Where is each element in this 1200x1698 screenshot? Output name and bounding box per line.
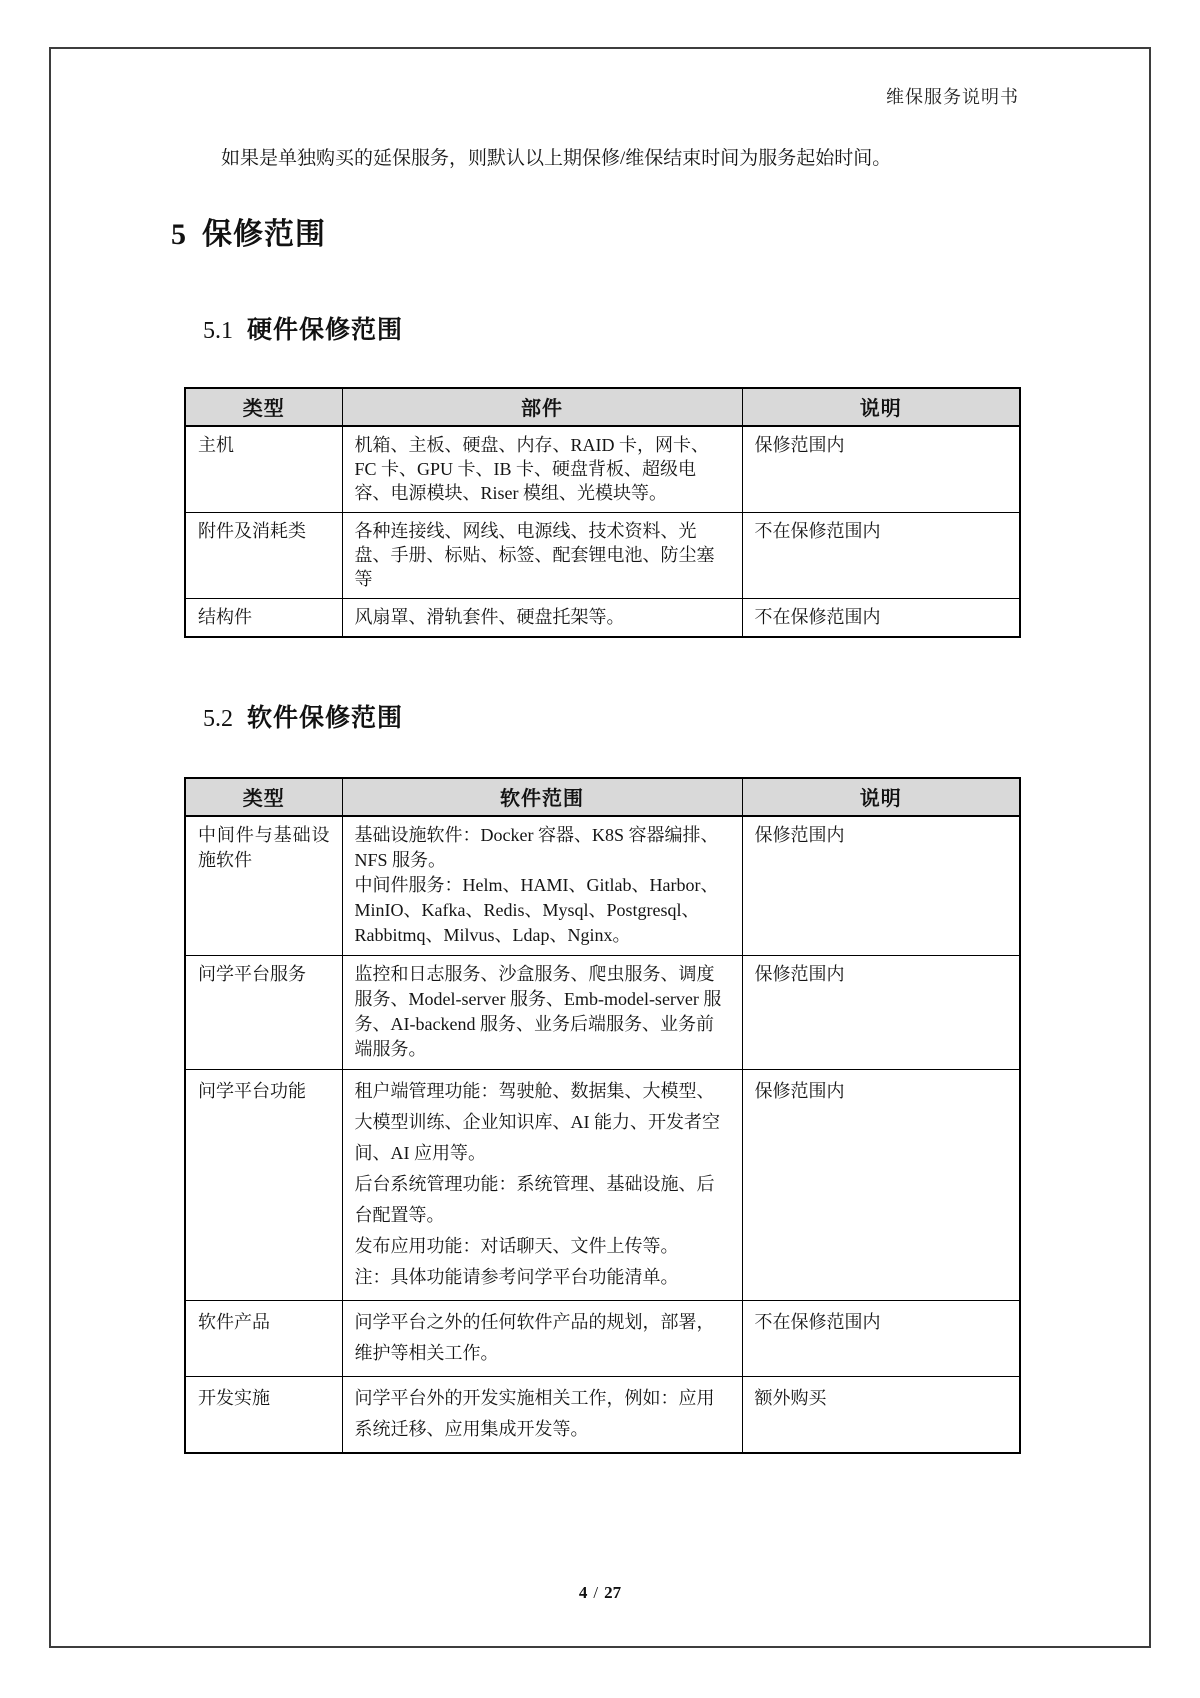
hardware-table-body: [185, 426, 1020, 637]
content-paragraph: 机箱、主板、硬盘、内存、RAID 卡，网卡、FC 卡、GPU 卡、IB 卡、硬盘背板、超级电容、电源模块、Riser 模组、光模块等。: [354, 435, 709, 503]
hardware-header-parts: 部件: [342, 388, 742, 426]
content-paragraph: 各种连接线、网线、电源线、技术资料、光盘、手册、标贴、标签、配套锂电池、防尘塞等: [354, 521, 715, 589]
table-row: [185, 599, 1020, 638]
section-5-2-heading: [203, 701, 403, 736]
page-number: [51, 1583, 1149, 1603]
intro-paragraph: 如果是单独购买的延保服务，则默认以上期保修/维保结束时间为服务起始时间。: [221, 148, 892, 169]
type-cell: 开发实施: [185, 1377, 342, 1454]
content-paragraph: 租户端管理功能：驾驶舱、数据集、大模型、大模型训练、企业知识库、AI 能力、开发者空间、AI 应用等。: [354, 1081, 720, 1163]
type-cell: 问学平台服务: [185, 956, 342, 1070]
note-cell: 不在保修范围内: [742, 1301, 1020, 1377]
content-cell: [342, 513, 742, 599]
hardware-table-header-row: [185, 388, 1020, 426]
section-5-2-number: 5.2: [203, 706, 233, 732]
page-number-separator: /: [593, 1583, 599, 1602]
type-cell: 附件及消耗类: [185, 513, 342, 599]
content-cell: [342, 599, 742, 638]
note-cell: 额外购买: [742, 1377, 1020, 1454]
software-warranty-table: [184, 777, 1021, 1454]
hardware-header-note: 说明: [742, 388, 1020, 426]
content-cell: [342, 1301, 742, 1377]
note-cell: 不在保修范围内: [742, 513, 1020, 599]
note-cell: 不在保修范围内: [742, 599, 1020, 638]
content-paragraph: 监控和日志服务、沙盒服务、爬虫服务、调度服务、Model-server 服务、Emb-model-server 服务、AI-backend 服务、业务后端服务、业务前端服务。: [354, 964, 722, 1059]
software-table-body: [185, 816, 1020, 1453]
content-cell: [342, 956, 742, 1070]
content-cell: [342, 1070, 742, 1301]
type-cell: 主机: [185, 426, 342, 513]
table-row: [185, 956, 1020, 1070]
content-cell: [342, 1377, 742, 1454]
table-row: [185, 513, 1020, 599]
table-row: [185, 426, 1020, 513]
software-header-type: 类型: [185, 778, 342, 816]
note-cell: 保修范围内: [742, 816, 1020, 956]
content-paragraph: 后台系统管理功能：系统管理、基础设施、后台配置等。: [354, 1174, 715, 1225]
software-header-scope: 软件范围: [342, 778, 742, 816]
type-cell: 软件产品: [185, 1301, 342, 1377]
table-row: [185, 816, 1020, 956]
software-table-header-row: [185, 778, 1020, 816]
section-5-1-title: 硬件保修范围: [247, 316, 404, 344]
note-cell: 保修范围内: [742, 956, 1020, 1070]
content-paragraph: 中间件服务：Helm、HAMI、Gitlab、Harbor、MinIO、Kafka、Redis、Mysql、Postgresql、Rabbitmq、Milvus、Ldap、Nginx。: [354, 875, 719, 945]
type-cell: 结构件: [185, 599, 342, 638]
section-5-1-number: 5.1: [203, 318, 233, 344]
content-paragraph: 风扇罩、滑轨套件、硬盘托架等。: [354, 607, 625, 627]
content-paragraph: 发布应用功能：对话聊天、文件上传等。: [354, 1236, 679, 1256]
page-border: [49, 47, 1151, 1648]
type-cell: 中间件与基础设施软件: [185, 816, 342, 956]
note-cell: 保修范围内: [742, 426, 1020, 513]
table-row: [185, 1070, 1020, 1301]
content-cell: [342, 816, 742, 956]
section-5-title: 保修范围: [202, 218, 326, 251]
hardware-warranty-table: [184, 387, 1021, 638]
note-cell: 保修范围内: [742, 1070, 1020, 1301]
content-paragraph: 问学平台之外的任何软件产品的规划，部署，维护等相关工作。: [354, 1312, 715, 1363]
section-5-heading: [171, 215, 326, 255]
page-number-current: 4: [578, 1583, 588, 1602]
page-number-total: 27: [604, 1583, 622, 1602]
content-paragraph: 问学平台外的开发实施相关工作，例如：应用系统迁移、应用集成开发等。: [354, 1388, 715, 1439]
type-cell: 问学平台功能: [185, 1070, 342, 1301]
content-paragraph: 基础设施软件：Docker 容器、K8S 容器编排、NFS 服务。: [354, 825, 719, 870]
table-row: [185, 1377, 1020, 1454]
software-header-note: 说明: [742, 778, 1020, 816]
table-row: [185, 1301, 1020, 1377]
section-5-number: 5: [171, 218, 186, 251]
content-cell: [342, 426, 742, 513]
hardware-header-type: 类型: [185, 388, 342, 426]
content-paragraph: 注：具体功能请参考问学平台功能清单。: [354, 1267, 679, 1287]
section-5-2-title: 软件保修范围: [247, 704, 404, 732]
section-5-1-heading: [203, 313, 403, 348]
document-title-header: 维保服务说明书: [886, 87, 1019, 107]
